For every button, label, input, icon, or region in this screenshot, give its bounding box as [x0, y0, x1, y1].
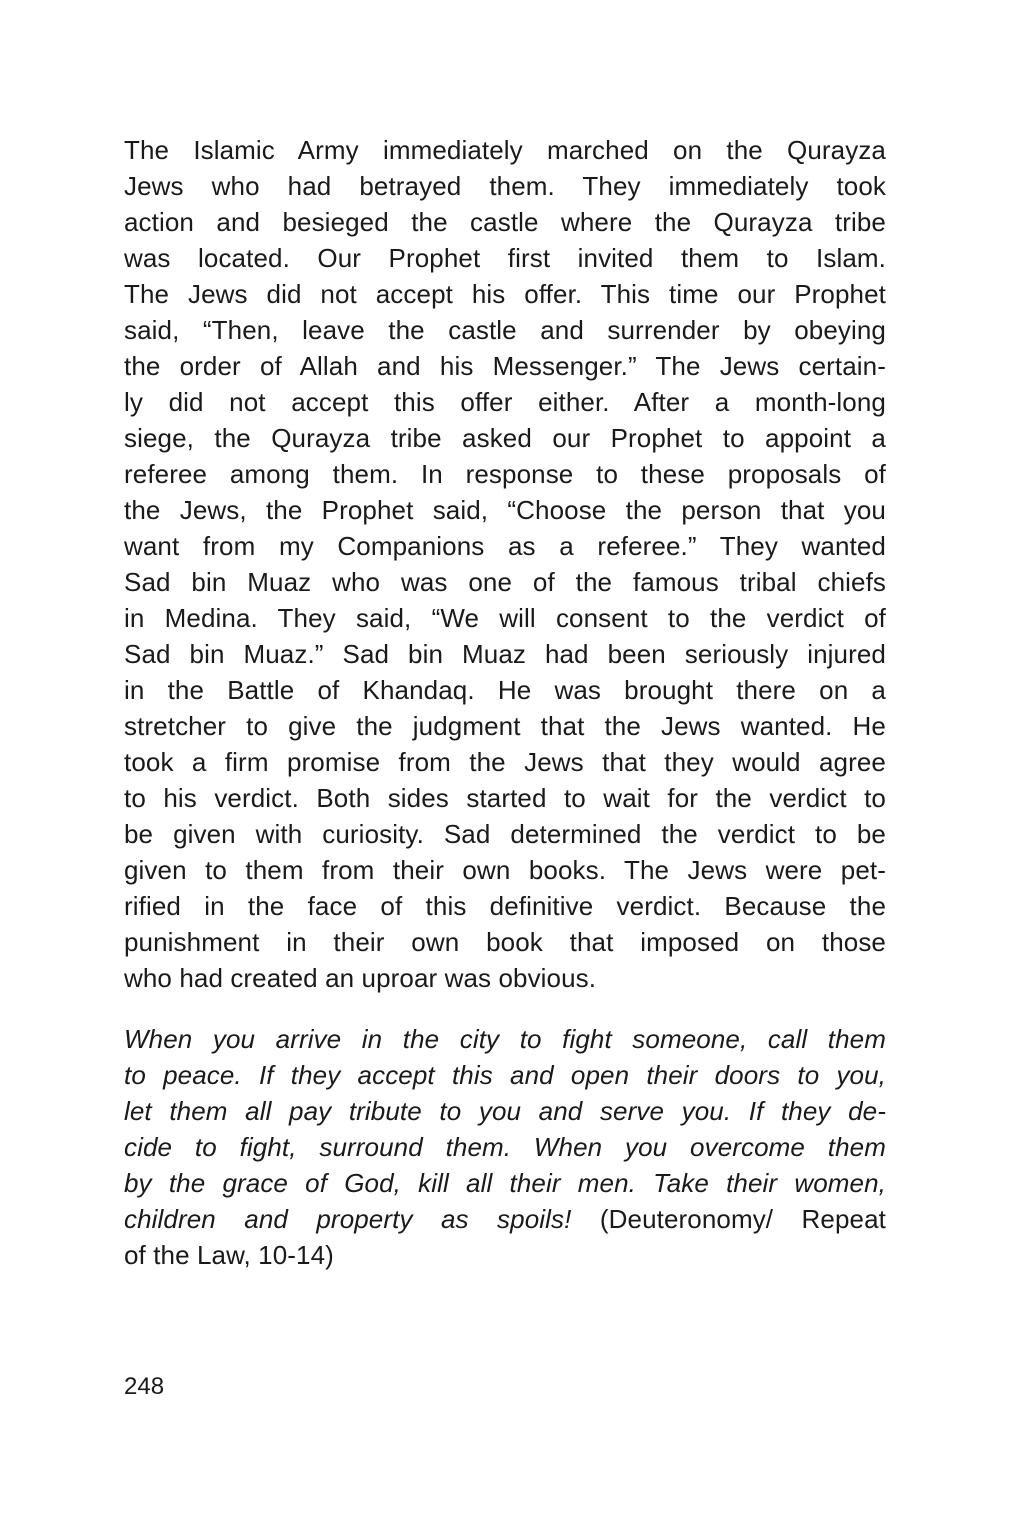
text-segment: to his verdict. Both sides started to wait for the verdict to: [124, 783, 886, 813]
text-line: [124, 1129, 886, 1165]
text-segment: want from my Companions as a referee.” They wanted: [124, 531, 886, 561]
text-line: [124, 456, 886, 492]
italic-text-segment: children and property as spoils!: [124, 1204, 600, 1234]
text-segment: action and besieged the castle where the Qurayza tribe: [124, 207, 886, 237]
text-line: [124, 1057, 886, 1093]
text-segment: the order of Allah and his Messenger.” The Jews certain-: [124, 351, 886, 381]
text-segment: was located. Our Prophet first invited them to Islam.: [124, 243, 886, 273]
text-segment: referee among them. In response to these proposals of: [124, 459, 886, 489]
text-line: [124, 924, 886, 960]
body-paragraph: [124, 132, 886, 996]
text-line: [124, 528, 886, 564]
text-line: [124, 1021, 886, 1057]
text-line: [124, 960, 886, 996]
text-line: [124, 168, 886, 204]
text-line: [124, 816, 886, 852]
text-segment: Sad bin Muaz who was one of the famous tribal chiefs: [124, 567, 886, 597]
text-segment: rified in the face of this definitive verdict. Because the: [124, 891, 886, 921]
text-line: [124, 564, 886, 600]
text-line: [124, 1201, 886, 1237]
text-line: [124, 744, 886, 780]
text-segment: in Medina. They said, “We will consent to the verdict of: [124, 603, 886, 633]
text-line: [124, 600, 886, 636]
text-segment: punishment in their own book that imposed on those: [124, 927, 886, 957]
text-line: [124, 672, 886, 708]
italic-text-segment: by the grace of God, kill all their men. Take their women,: [124, 1168, 886, 1198]
italic-text-segment: let them all pay tribute to you and serve you. If they de-: [124, 1096, 886, 1126]
text-segment: in the Battle of Khandaq. He was brought there on a: [124, 675, 886, 705]
text-line: [124, 852, 886, 888]
text-segment: of the Law, 10-14): [124, 1240, 334, 1270]
text-segment: be given with curiosity. Sad determined the verdict to be: [124, 819, 886, 849]
text-line: [124, 780, 886, 816]
text-line: [124, 276, 886, 312]
page-number: 248: [124, 1373, 165, 1400]
text-segment: The Islamic Army immediately marched on the Qurayza: [124, 135, 886, 165]
text-segment: took a firm promise from the Jews that they would agree: [124, 747, 886, 777]
text-line: [124, 312, 886, 348]
text-line: [124, 204, 886, 240]
text-segment: who had created an uproar was obvious.: [124, 963, 597, 993]
italic-text-segment: to peace. If they accept this and open their doors to you,: [124, 1060, 886, 1090]
text-line: [124, 1093, 886, 1129]
text-segment: ly did not accept this offer either. After a month-long: [124, 387, 886, 417]
text-segment: siege, the Qurayza tribe asked our Prophet to appoint a: [124, 423, 886, 453]
text-line: [124, 888, 886, 924]
text-segment: given to them from their own books. The Jews were pet-: [124, 855, 886, 885]
text-line: [124, 1237, 886, 1273]
text-segment: The Jews did not accept his offer. This time our Prophet: [124, 279, 886, 309]
text-segment: said, “Then, leave the castle and surrender by obeying: [124, 315, 886, 345]
text-segment: the Jews, the Prophet said, “Choose the person that you: [124, 495, 886, 525]
text-segment: Sad bin Muaz.” Sad bin Muaz had been seriously injured: [124, 639, 886, 669]
page-text-block: [124, 132, 886, 1273]
text-line: [124, 348, 886, 384]
text-line: [124, 636, 886, 672]
text-line: [124, 1165, 886, 1201]
text-line: [124, 420, 886, 456]
text-segment: Jews who had betrayed them. They immediately took: [124, 171, 886, 201]
text-line: [124, 708, 886, 744]
text-line: [124, 492, 886, 528]
quote-paragraph: [124, 1021, 886, 1273]
italic-text-segment: When you arrive in the city to fight someone, call them: [124, 1024, 886, 1054]
text-line: [124, 132, 886, 168]
text-segment: stretcher to give the judgment that the Jews wanted. He: [124, 711, 886, 741]
text-line: [124, 384, 886, 420]
text-segment: (Deuteronomy/ Repeat: [599, 1204, 886, 1234]
italic-text-segment: cide to fight, surround them. When you overcome them: [124, 1132, 886, 1162]
text-line: [124, 240, 886, 276]
